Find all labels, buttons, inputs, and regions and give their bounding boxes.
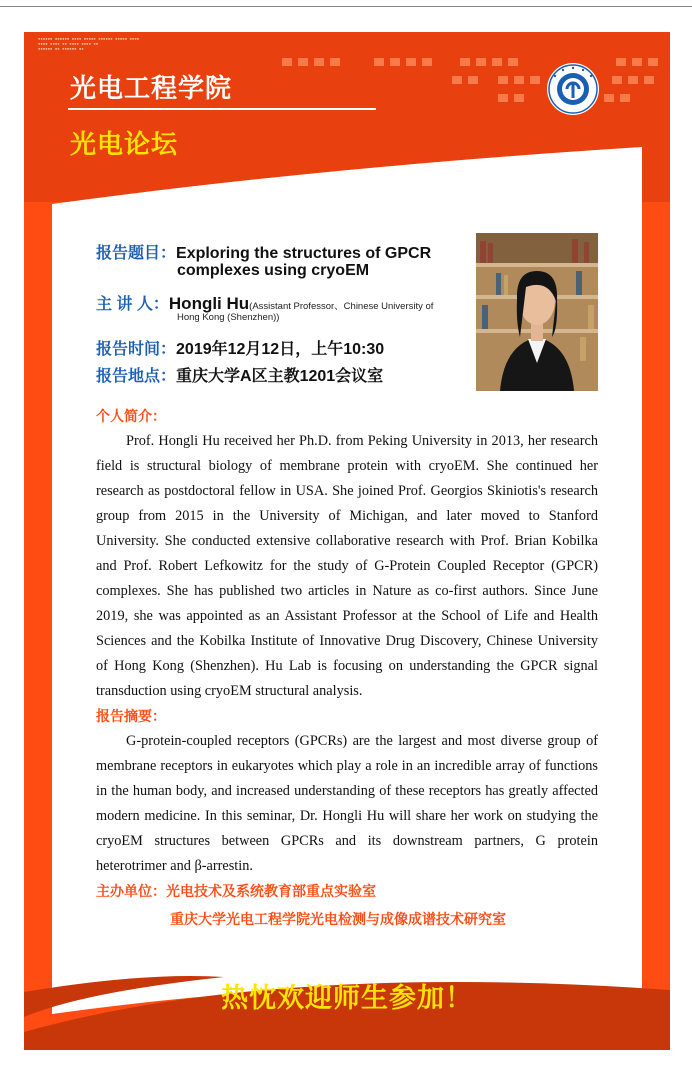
- place-value: 重庆大学A区主教1201会议室: [176, 368, 384, 385]
- forum-title: 光电论坛: [70, 130, 179, 160]
- poster: [24, 32, 670, 1050]
- place-row: [96, 363, 383, 386]
- speaker-name: Hongli Hu: [168, 294, 250, 313]
- host-org-1: 光电技术及系统教育部重点实验室: [166, 883, 376, 899]
- university-seal-icon: [546, 62, 600, 116]
- abstract-heading: 报告摘要：: [96, 708, 166, 724]
- talk-title-label: 报告题目：: [96, 245, 177, 262]
- top-border-line: [0, 6, 692, 7]
- host-label: 主办单位：: [96, 883, 166, 899]
- bio-heading: 个人简介：: [96, 408, 166, 424]
- college-title: 光电工程学院: [70, 74, 233, 104]
- speaker-affiliation-line2: Hong Kong (Shenzhen)): [177, 312, 280, 323]
- talk-title-row: [96, 240, 431, 263]
- title-divider: [68, 108, 376, 110]
- decorative-microtext: ▪▪▪▪▪▪ ▪▪▪▪▪▪ ▪▪▪▪ ▪▪▪▪▪ ▪▪▪▪▪▪ ▪▪▪▪▪ ▪▪▪▪ ▪▪▪▪ ▪▪▪▪ ▪▪ ▪▪▪▪ ▪▪▪▪ ▪▪ ▪▪▪▪▪▪ ▪▪ ▪▪▪▪▪▪ ▪▪: [38, 36, 140, 51]
- talk-title-line1: Exploring the structures of GPCR: [176, 245, 432, 262]
- talk-title-row2: [177, 262, 369, 280]
- welcome-banner: 热忱欢迎师生参加！: [221, 983, 473, 1014]
- time-value: 2019年12月12日，上午10:30: [176, 341, 385, 358]
- time-label: 报告时间：: [96, 341, 177, 358]
- place-label: 报告地点：: [96, 368, 177, 385]
- speaker-row: [96, 291, 433, 314]
- bio-text: Prof. Hongli Hu received her Ph.D. from Peking University in 2013, her research field is structural biology of membrane protein with cryoEM. She continued her research as postdoctoral fellow in USA. She joined Prof. Georgios Skiniotis's research group from 2015 in the University of Michigan, and later moved to Stanford University. She conducted extensive collaborative research with Prof. Brian Kobilka and Prof. Robert Lefkowitz for the study of G-Protein Coupled Receptor (GPCR) complexes. She has published two articles in Nature as co-first authors. Since June 2019, she was appointed as an Assistant Professor at the School of Life and Health Sciences and the Kobilka Institute of Innovative Drug Discovery, Chinese University of Hong Kong (Shenzhen). Hu Lab is focusing on understanding the GPCR signal transduction using cryoEM structural analysis.: [96, 433, 598, 699]
- host-row: [96, 881, 376, 901]
- speaker-label: 主 讲 人：: [96, 296, 169, 313]
- time-row: [96, 336, 384, 359]
- talk-title-line2: complexes using cryoEM: [177, 262, 370, 279]
- abstract-text: G-protein-coupled receptors (GPCRs) are the largest and most diverse group of membrane receptors in eukaryotes which play a role in an incredible array of functions in the human body, and increased understanding of these receptors has greatly affected modern medicine. In this seminar, Dr. Hongli Hu will share her work on studying the cryoEM structures between GPCRs and its downstream partners, G protein heterotrimer and β-arrestin.: [96, 733, 598, 874]
- host-org-2: 重庆大学光电工程学院光电检测与成像成谱技术研究室: [170, 911, 506, 927]
- speaker-affiliation-line1: (Assistant Professor、Chinese University of: [249, 301, 434, 312]
- speaker-portrait: [476, 233, 598, 391]
